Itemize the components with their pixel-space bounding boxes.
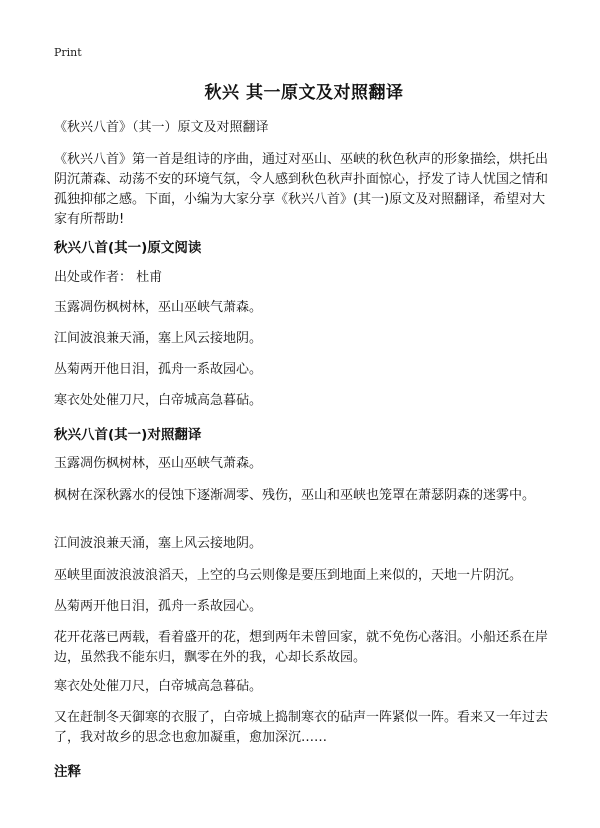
poem-line: 江间波浪兼天涌，塞上风云接地阴。 bbox=[54, 536, 263, 551]
intro-paragraph: 《秋兴八首》第一首是组诗的序曲，通过对巫山、巫峡的秋色秋声的形象描绘，烘托出阴沉萧森、动荡不安的环境气氛，令人感到秋色秋声扑面惊心，抒发了诗人忧国之情和孤独抑郁之感。下面，小编为大家分享《秋兴八首》(其一)原文及对照翻译，希望对大家有所帮助! bbox=[54, 152, 549, 227]
translation-paragraph: 巫峡里面波浪波浪滔天，上空的乌云则像是要压到地面上来似的，天地一片阴沉。 bbox=[54, 568, 523, 583]
poem-line: 寒衣处处催刀尺，白帝城高急暮砧。 bbox=[54, 679, 263, 694]
author-line: 出处或作者： 杜甫 bbox=[54, 270, 163, 285]
poem-line: 丛菊两开他日泪，孤舟一系故园心。 bbox=[54, 599, 263, 614]
translation-paragraph: 花开花落已两载，看着盛开的花，想到两年未曾回家，就不免伤心落泪。小船还系在岸边，虽然我不能东归，飘零在外的我，心却长系故园。 bbox=[54, 630, 549, 665]
section-heading-original: 秋兴八首(其一)原文阅读 bbox=[54, 240, 202, 256]
section-heading-translation: 秋兴八首(其一)对照翻译 bbox=[54, 427, 202, 443]
subtitle: 《秋兴八首》（其一）原文及对照翻译 bbox=[54, 120, 269, 135]
poem-line: 江间波浪兼天涌，塞上风云接地阴。 bbox=[54, 331, 263, 346]
poem-line: 丛菊两开他日泪，孤舟一系故园心。 bbox=[54, 362, 263, 377]
section-heading-notes: 注释 bbox=[54, 764, 81, 780]
poem-line: 玉露凋伤枫树林，巫山巫峡气萧森。 bbox=[54, 456, 263, 471]
poem-line: 寒衣处处催刀尺，白帝城高急暮砧。 bbox=[54, 393, 263, 408]
print-link[interactable]: Print bbox=[54, 46, 82, 59]
translation-paragraph: 枫树在深秋露水的侵蚀下逐渐凋零、残伤，巫山和巫峡也笼罩在萧瑟阴森的迷雾中。 bbox=[54, 488, 536, 503]
page-title: 秋兴 其一原文及对照翻译 bbox=[204, 83, 404, 103]
translation-paragraph: 又在赶制冬天御寒的衣服了，白帝城上捣制寒衣的砧声一阵紧似一阵。看来又一年过去了，我对故乡的思念也愈加凝重，愈加深沉…… bbox=[54, 710, 549, 745]
poem-line: 玉露凋伤枫树林，巫山巫峡气萧森。 bbox=[54, 300, 263, 315]
